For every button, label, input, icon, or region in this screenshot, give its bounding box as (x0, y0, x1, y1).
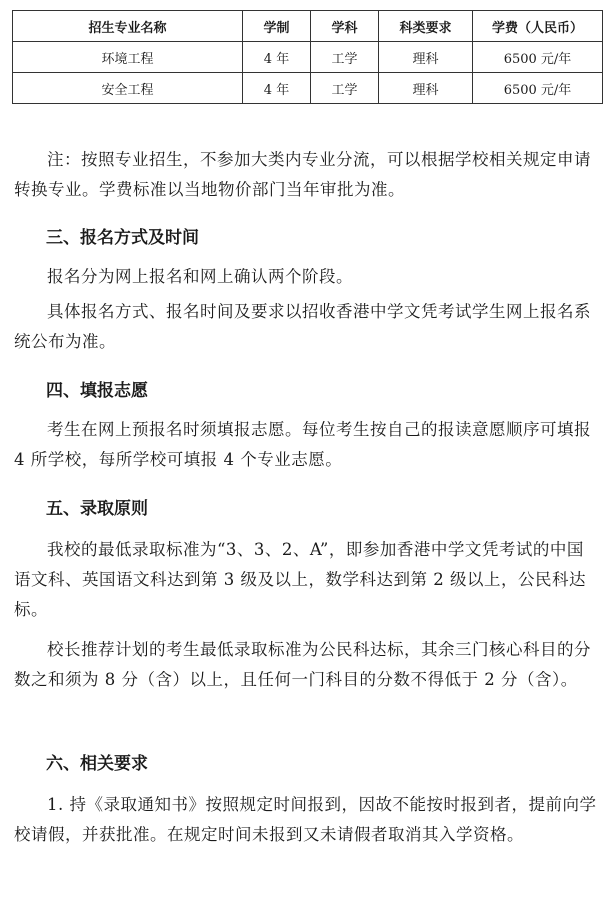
table-cell: 安全工程 (13, 73, 243, 104)
paragraph: 具体报名方式、报名时间及要求以招收香港中学文凭考试学生网上报名系统公布为准。 (14, 302, 591, 351)
table-header-cell: 科类要求 (379, 11, 473, 42)
table-header-cell: 学制 (243, 11, 311, 42)
table-row (13, 42, 603, 73)
table-cell: 环境工程 (13, 42, 243, 73)
majors-table (12, 10, 603, 104)
paragraph: 校长推荐计划的考生最低录取标准为公民科达标，其余三门核心科目的分数之和须为 8 分（含）以上，且任何一门科目的分数不得低于 2 分（含）。 (14, 640, 591, 689)
table-header-cell: 学科 (311, 11, 379, 42)
table-cell: 理科 (379, 42, 473, 73)
section-heading: 六、相关要求 (46, 754, 148, 774)
paragraph: 我校的最低录取标准为“3、3、2、A”，即参加香港中学文凭考试的中国语文科、英国语文科达到第 3 级及以上，数学科达到第 2 级以上，公民科达标。 (14, 540, 586, 619)
table-cell: 6500 元/年 (473, 42, 603, 73)
table-header-row (13, 11, 603, 42)
table-row (13, 73, 603, 104)
table-cell: 工学 (311, 73, 379, 104)
table-note: 注：按照专业招生，不参加大类内专业分流，可以根据学校相关规定申请转换专业。学费标准以当地物价部门当年审批为准。 (14, 150, 591, 199)
paragraph: 报名分为网上报名和网上确认两个阶段。 (47, 267, 353, 286)
table-cell: 4 年 (243, 73, 311, 104)
table-cell: 理科 (379, 73, 473, 104)
table-cell: 4 年 (243, 42, 311, 73)
table-cell: 6500 元/年 (473, 73, 603, 104)
section-heading: 三、报名方式及时间 (46, 228, 199, 248)
section-heading: 五、录取原则 (46, 499, 148, 519)
paragraph: 考生在网上预报名时须填报志愿。每位考生按自己的报读意愿顺序可填报 4 所学校，每所学校可填报 4 个专业志愿。 (14, 420, 591, 469)
table-cell: 工学 (311, 42, 379, 73)
section-heading: 四、填报志愿 (46, 381, 148, 401)
table-header-cell: 招生专业名称 (13, 11, 243, 42)
paragraph: 1. 持《录取通知书》按照规定时间报到，因故不能按时报到者，提前向学校请假，并获批准。在规定时间未报到又未请假者取消其入学资格。 (14, 795, 597, 844)
table-header-cell: 学费（人民币） (473, 11, 603, 42)
